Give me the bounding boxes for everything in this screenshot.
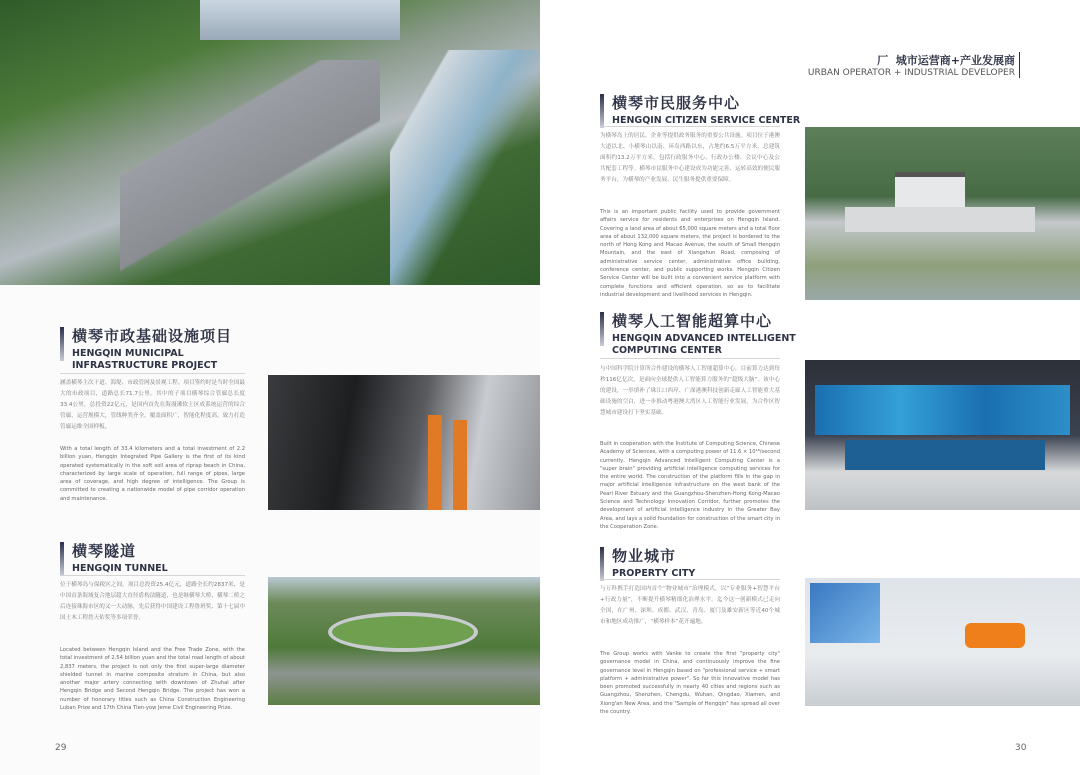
citizen-title-zh: 横琴市民服务中心	[612, 94, 741, 112]
citizen-center-photo	[805, 127, 1080, 300]
page-number-right: 30	[1015, 743, 1027, 753]
municipal-title-zh: 横琴市政基础设施项目	[72, 327, 233, 345]
citizen-title-en: HENGQIN CITIZEN SERVICE CENTER	[612, 115, 801, 126]
citizen-body-zh: 为横琴岛上的居民、企业等提供政务服务的重要公共设施。项目位于港澳大道以北、小横琴山以南、环岛西路以东，占地约6.5万平方米，总建筑面积约13.2万平方米，包括行政服务中心、行政办公楼、会议中心及公共配套工程等。横琴市民服务中心建设成为功能完善、运转高效的便民服务平台，为横琴的产业发展、民生服务提供重要保障。	[600, 133, 780, 183]
computing-body-en: Built in cooperation with the Institute of Computing Science, Chinese Academy of Sciences, with a computing power of 11.6 × 10¹⁸/second currently, Hengqin Advanced Intelligent Computing Center is a "super brain" providing artificial intelligence computing services for the entire world. The construction of the platform fills in the gap in major artificial intelligence infrastructure on the west bank of the Pearl River Estuary and the Guangzhou-Shenzhen-Hong Kong-Macao Science and Technology Innovation Corridor, further promotes the development of artificial intelligence industry in the Greater Bay Area, and lays a solid foundation for construction of the smart city in the Cooperation Zone.	[600, 441, 780, 530]
tunnel-title-zh: 横琴隧道	[72, 542, 137, 560]
computing-body-zh: 与中国科学院计算所合作建设的横琴人工智能超算中心，目前算力达到每秒116亿亿次，是面向全球提供人工智能算力服务的“超级大脑”。该中心的建设，一举填补了珠江口西岸、广深港澳科技创新走廊人工智能重大基础设施的空白，进一步推动粤港澳大湾区人工智能行业发展，为合作区智慧城市建设打下坚实基础。	[600, 366, 780, 416]
computing-center-photo	[805, 360, 1080, 510]
municipal-body-en: With a total length of 33.4 kilometers and a total investment of 2.2 billion yuan, Hengqin Integrated Pipe Gallery is the first of its kind operated systematically in the soft soil area of riprap beach in China, characterized by large scale of operation, full range of pipes, large area of coverage, and high degree of intelligence. The Group is committed to creating a nationwide model of pipe corridor operation and maintenance.	[60, 446, 245, 502]
pipe-gallery-photo	[268, 375, 540, 510]
property-city-photo	[805, 578, 1080, 706]
property-title-zh: 物业城市	[612, 547, 677, 565]
municipal-title	[60, 325, 232, 372]
property-body-en: The Group works with Vanke to create the first "property city" governance model in China, and continuously improve the fine governance level in Hengqin based on "professional service + smart platform + administrative power". So far this innovative model has been promoted successfully in nearly 40 cities and regions such as Guangzhou, Shenzhen, Chengdu, Wuhan, Qingdao, Xiamen, and Xiong'an New Area, and the "Sample of Hengqin" has spread all over the country.	[600, 651, 780, 716]
tunnel-title	[60, 540, 168, 575]
computing-title-zh: 横琴人工智能超算中心	[612, 312, 773, 330]
computing-title	[600, 310, 796, 357]
municipal-body-zh: 涵盖横琴主次干道、海堤、市政管网及景观工程。项目签约时是当时全国最大的市政项目，道路总长71.7公里。其中的子项目横琴综合管廊总长度33.4公里，总投资22亿元，是国内首先在海漫滩软土区成系统运营的综合管廊，运营规模大，管线种类齐全，覆盖面积广，智能化程度高，致力打造管廊运维全国样板。	[60, 380, 245, 430]
citizen-title	[600, 92, 800, 127]
header-zh: 城市运营商+产业发展商	[895, 54, 1015, 67]
computing-title-en2: COMPUTING CENTER	[612, 345, 722, 356]
property-title	[600, 545, 695, 580]
tunnel-title-en: HENGQIN TUNNEL	[72, 563, 168, 574]
header-en: URBAN OPERATOR + INDUSTRIAL DEVELOPER	[807, 68, 1015, 78]
tunnel-body-zh: 位于横琴岛与保税区之间，项目总投资25.4亿元，道路全长约2837米，是中国首条海域复合地层超大直径盾构法隧道，也是继横琴大桥、横琴二桥之后连接珠海市区的又一大动脉，先后获得中国建设工程鲁班奖、第十七届中国土木工程詹天佑奖等多项荣誉。	[60, 582, 245, 621]
page-header: 厂 城市运营商+产业发展商 URBAN OPERATOR + INDUSTRIAL DEVELOPER	[808, 52, 1020, 78]
citizen-body-en: This is an important public facility used to provide government affairs service for residents and enterprises on Hengqin Island. Covering a land area of about 65,000 square meters and a total floor area of about 132,000 square meters, the project is bordered to the north of Hong Kong and Macao Avenue, the south of Small Hengqin Mountain, and the east of Xiangshun Road, composing of administrative service center, administrative office building, conference center, and public supporting works. Hengqin Citizen Service Center will be built into a convenient service platform with complete functions and efficient operation, so as to facilitate industrial development and livelihood services in Hengqin.	[600, 209, 780, 298]
property-title-en: PROPERTY CITY	[612, 568, 696, 579]
tunnel-photo	[268, 577, 540, 705]
municipal-title-en: HENGQIN MUNICIPAL	[72, 348, 184, 359]
property-body-zh: 与万科携手打造国内首个“物业城市”治理模式，以“专业服务+智慧平台+行政力量”，不断提升横琴精细化治理水平。迄今这一创新模式已走向全国，在广州、深圳、成都、武汉、青岛、厦门及雄安新区等近40个城市和地区成功推广，“横琴样本”花开遍地。	[600, 586, 780, 625]
tunnel-body-en: Located between Hengqin Island and the Free Trade Zone, with the total investment of 2.54 billion yuan and the total road length of about 2,837 meters, the project is not only the first super-large diameter shielded tunnel in marine composite stratum in China, but also another major artery connecting with downtown of Zhuhai after Hengqin Bridge and Second Hengqin Bridge. The project has won a number of honorary titles such as China Construction Engineering Luban Prize and 17th China Tien-yow Jeme Civil Engineering Prize.	[60, 647, 245, 712]
computing-title-en: HENGQIN ADVANCED INTELLIGENT	[612, 333, 796, 344]
municipal-title-en2: INFRASTRUCTURE PROJECT	[72, 360, 218, 371]
highway-photo	[0, 0, 540, 285]
page-number-left: 29	[55, 743, 67, 753]
